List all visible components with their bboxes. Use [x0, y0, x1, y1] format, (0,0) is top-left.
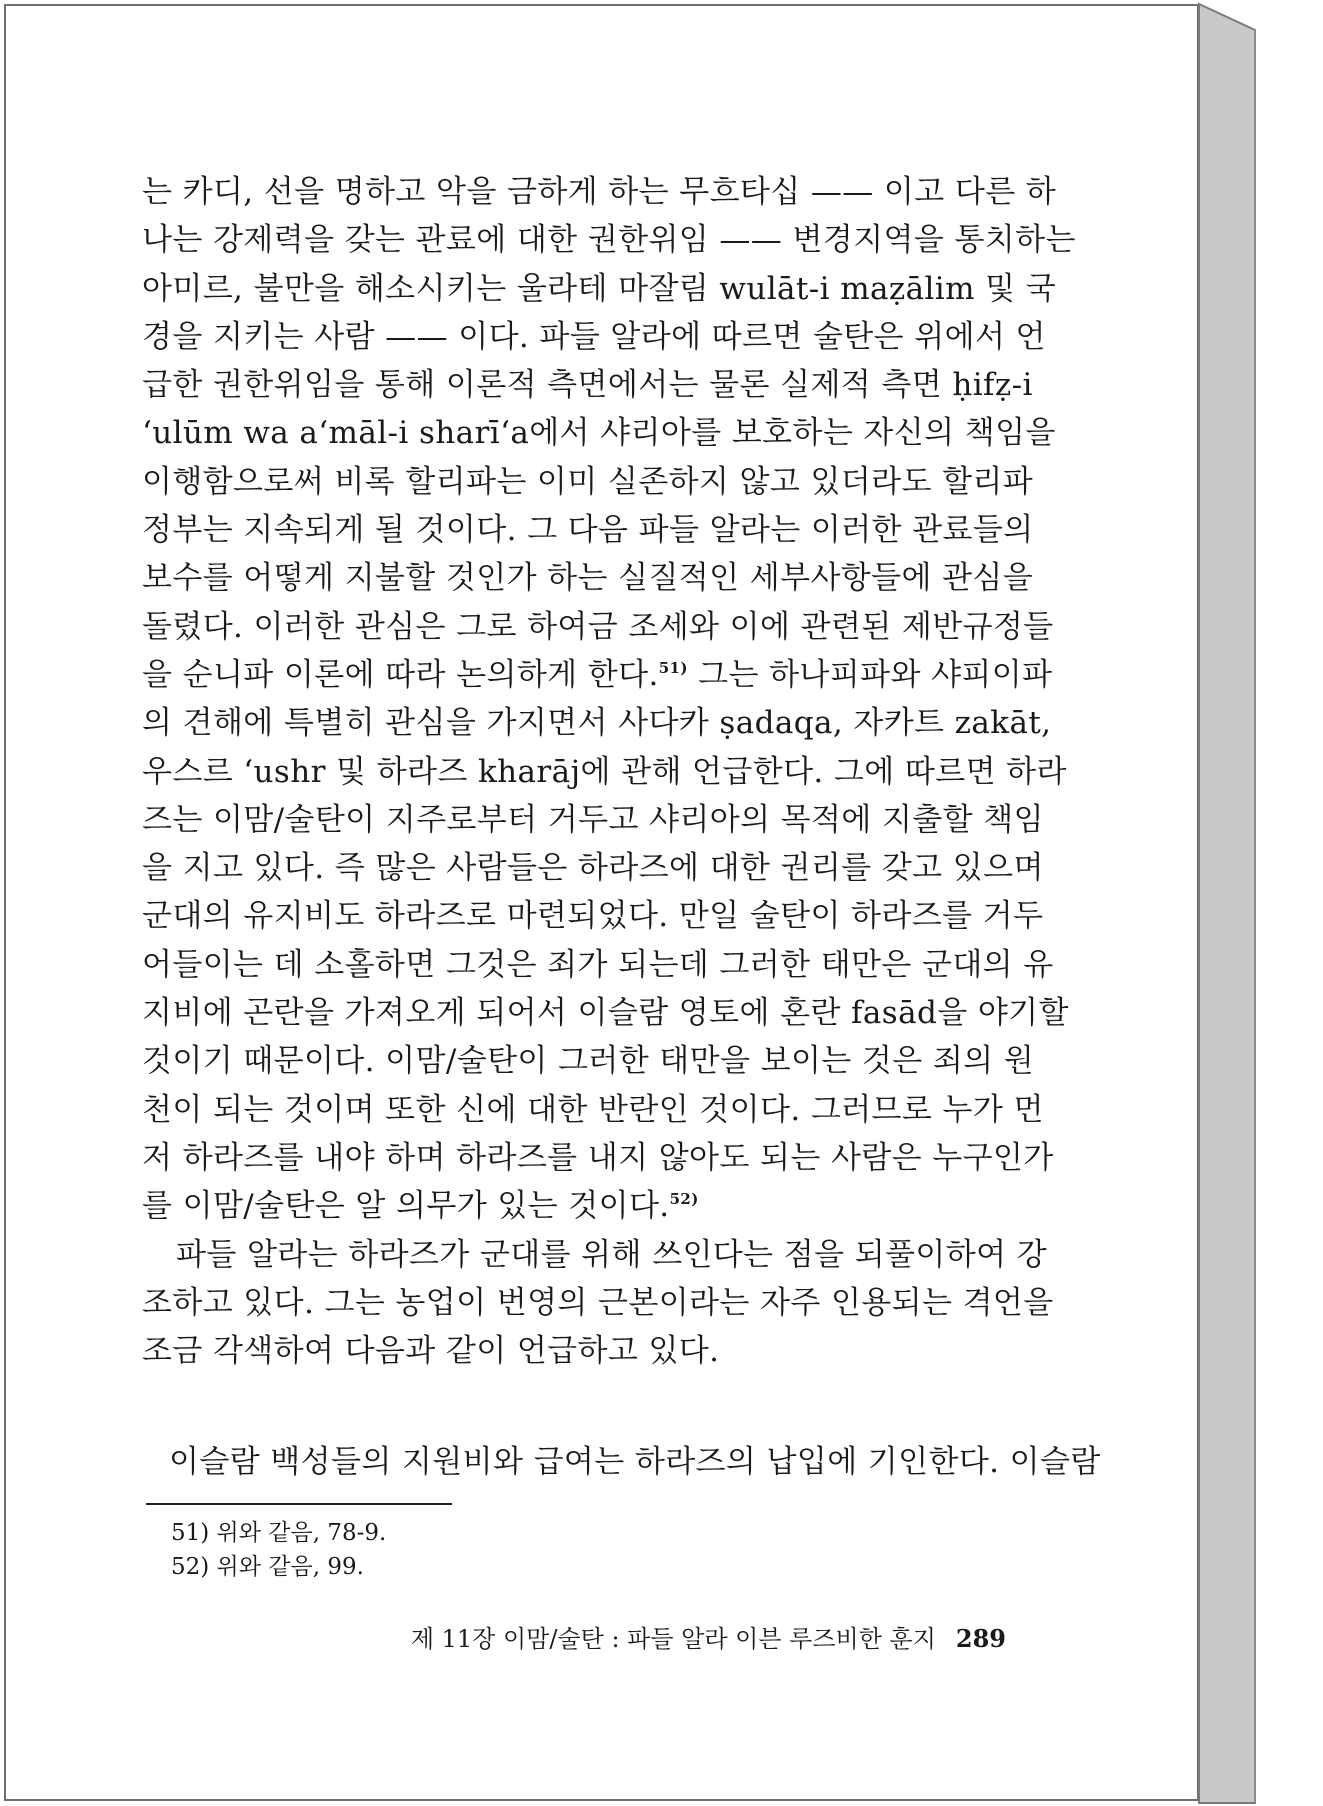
page-number: 289	[955, 1624, 1006, 1653]
running-title: 제 11장 이맘/술탄 : 파들 알라 이븐 루즈비한 훈지	[410, 1625, 936, 1653]
text-line	[142, 1182, 1027, 1230]
text-line: 아미르, 불만을 해소시키는 울라테 마잘림 wulāt-i maẓālim 및 국	[142, 270, 1057, 307]
text-line: 조하고 있다. 그는 농업이 번영의 근본이라는 자주 인용되는 격언을	[142, 1284, 1054, 1321]
text-line: 조금 각색하여 다음과 같이 언급하고 있다.	[142, 1333, 720, 1370]
text-line: 을 지고 있다. 즉 많은 사람들은 하라즈에 대한 권리를 갖고 있으며	[142, 850, 1044, 887]
text-line: 천이 되는 것이며 또한 신에 대한 반란인 것이다. 그러므로 누가 먼	[142, 1091, 1044, 1128]
text-line: 군대의 유지비도 하라즈로 마련되었다. 만일 술탄이 하라즈를 거두	[142, 898, 1044, 935]
text-line: 것이기 때문이다. 이맘/술탄이 그러한 태만을 보이는 것은 죄의 원	[142, 1043, 1035, 1080]
text-line: 지비에 곤란을 가져오게 되어서 이슬람 영토에 혼란 fasād을 야기할	[142, 995, 1069, 1032]
footnote-ref-51: 51)	[658, 658, 688, 677]
page-edge	[1195, 0, 1321, 1806]
text-line	[142, 651, 1053, 699]
text-line: 는 카디, 선을 명하고 악을 금하게 하는 무흐타십 —— 이고 다른 하	[142, 174, 1057, 210]
footnote-51: 51) 위와 같음, 78-9.	[171, 1520, 387, 1546]
text-line: 보수를 어떻게 지불할 것인가 하는 실질적인 세부사항들에 관심을	[142, 560, 1034, 597]
book-page	[4, 4, 1199, 1801]
text-line: 급한 권한위임을 통해 이론적 측면에서는 물론 실제적 측면 ḥifẓ-i	[142, 367, 1033, 404]
text-line: 의 견해에 특별히 관심을 가지면서 사다카 ṣadaqa, 자카트 zakāt,	[142, 705, 1052, 742]
text-line: 돌렸다. 이러한 관심은 그로 하여금 조세와 이에 관련된 제반규정들	[142, 608, 1054, 645]
block-quote	[169, 1438, 1101, 1486]
text-line: 우스르 ‘ushr 및 하라즈 kharāj에 관해 언급한다. 그에 따르면 하라	[142, 753, 1067, 790]
footnote-52: 52) 위와 같음, 99.	[171, 1554, 364, 1580]
footnote-ref-52: 52)	[669, 1190, 699, 1209]
text-segment: 을 순니파 이론에 따라 논의하게 한다.	[142, 656, 659, 693]
text-line: 이행함으로써 비록 할리파는 이미 실존하지 않고 있더라도 할리파	[142, 463, 1034, 500]
text-line: 나는 강제력을 갖는 관료에 대한 권한위임 —— 변경지역을 통치하는	[142, 222, 1076, 259]
footnote-divider	[146, 1503, 452, 1505]
text-line: 어들이는 데 소홀하면 그것은 죄가 되는데 그러한 태만은 군대의 유	[142, 946, 1054, 983]
text-line: 저 하라즈를 내야 하며 하라즈를 내지 않아도 되는 사람은 누구인가	[142, 1139, 1054, 1176]
text-segment: 그는 하나피파와 샤피이파	[687, 656, 1053, 693]
footnotes	[171, 1516, 386, 1584]
text-line: 즈는 이맘/술탄이 지주로부터 거두고 샤리아의 목적에 지출할 책임	[142, 801, 1044, 838]
text-line: 경을 지키는 사람 —— 이다. 파들 알라에 따르면 술탄은 위에서 언	[142, 318, 1046, 355]
body-text	[142, 168, 1076, 1375]
text-segment: 를 이맘/술탄은 알 의무가 있는 것이다.	[142, 1188, 670, 1225]
text-line: 정부는 지속되게 될 것이다. 그 다음 파들 알라는 이러한 관료들의	[142, 512, 1034, 549]
paragraph-first-line: 파들 알라는 하라즈가 군대를 위해 쓰인다는 점을 되풀이하여 강	[176, 1236, 1048, 1273]
text-line: ‘ulūm wa a‘māl-i sharī‘a에서 샤리아를 보호하는 자신의 책임을	[142, 415, 1056, 452]
quote-line: 이슬람 백성들의 지원비와 급여는 하라즈의 납입에 기인한다. 이슬람	[169, 1444, 1101, 1480]
running-footer	[366, 1622, 1006, 1656]
